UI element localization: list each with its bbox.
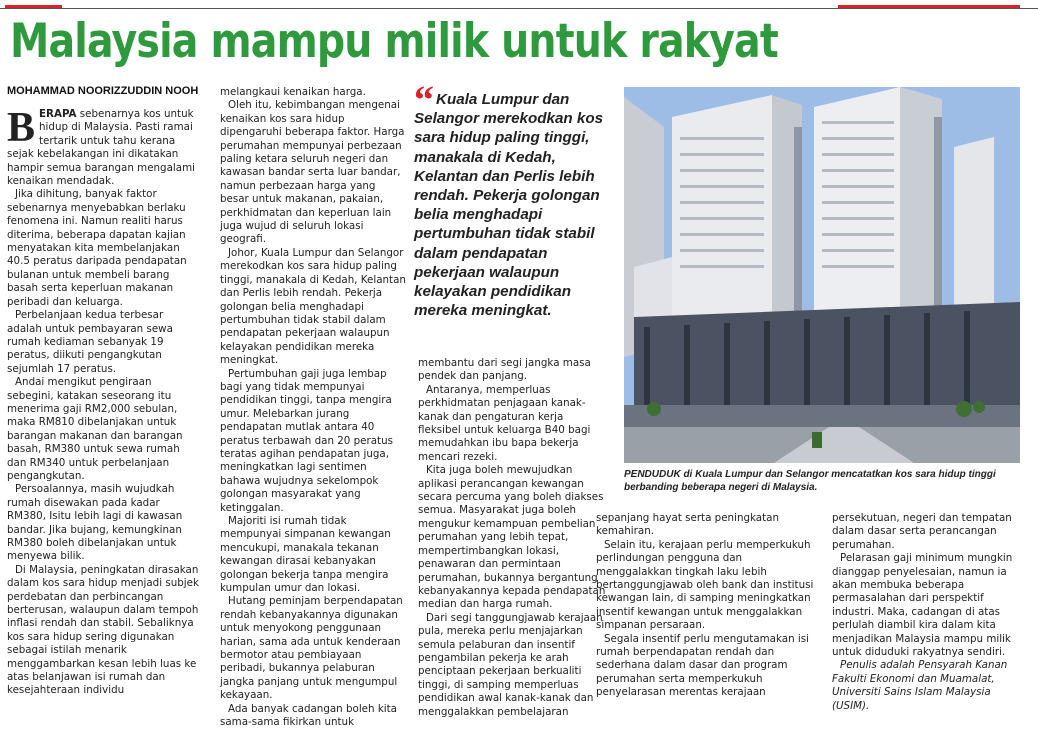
paragraph: Hutang peminjam berpendapatan rendah kebanyakannya digunakan untuk menyokong penggunaan harian, sama ada untuk kenderaan bermotor atau pembiayaan peribadi, bukannya pelaburan jangka panjang untuk mengumpul kekayaan. bbox=[220, 595, 403, 702]
paragraph: Oleh itu, kebimbangan mengenai kenaikan kos sara hidup dipengaruhi beberapa faktor. Harga perumahan mempunyai perbezaan paling ketara seluruh negeri dan kawasan bandar serta luar bandar, namun perbezaan harga yang besar untuk makanan, pakaian, perkhidmatan dan keperluan lain juga wujud di seluruh lokasi geografi. bbox=[220, 99, 405, 246]
author-note: Penulis adalah Pensyarah Kanan Fakulti Ekonomi dan Muamalat, Universiti Sains Islam Malaysia (USIM). bbox=[832, 659, 1008, 712]
paragraph: Di Malaysia, peningkatan dirasakan dalam kos sara hidup menjadi subjek perdebatan dan perbincangan berterusan, walaupun dalam tempoh inflasi rendah dan stabil. Sebaliknya kos sara hidup sering digunakan sebagai istilah menarik menggambarkan kesan lebih luas ke atas belanjawan isi rumah dan kesejahteraan individu bbox=[7, 563, 199, 697]
paragraph: Antaranya, memperluas perkhidmatan penjagaan kanak-kanak dan pengaturan kerja fleksibel untuk keluarga B40 bagi memudahkan ibu bapa bekerja mencari rezeki. bbox=[418, 383, 591, 463]
apartment-towers-image bbox=[624, 87, 1020, 463]
headline: Malaysia mampu milik untuk rakyat bbox=[10, 14, 778, 69]
lead-text: sebenarnya kos untuk hidup di Malaysia. Pasti ramai tertarik untuk tahu kerana sejak kebelakangan ini dikatakan hampir semua barangan mengalami kenaikan mendadak. bbox=[7, 108, 195, 188]
paragraph: Kita juga boleh mewujudkan aplikasi perancangan kewangan secara percuma yang boleh diakses semua. Masyarakat juga boleh mengukur kemampuan pembelian perumahan yang lebih tepat, mempertimbangkan lokasi, penawaran dan permintaan perumahan, bukannya bergantung kebanyakannya kepada pendapatan median dan harga rumah. bbox=[418, 464, 606, 611]
lead-word: ERAPA bbox=[39, 108, 77, 120]
byline: MOHAMMAD NOORIZZUDDIN NOOH bbox=[7, 85, 199, 97]
paragraph: Segala insentif perlu mengutamakan isi rumah berpendapatan rendah dan sederhana dalam dasar dan program perumahan serta memperkukuh penyelarasan merentas kerajaan bbox=[596, 632, 809, 699]
photo-caption: PENDUDUK di Kuala Lumpur dan Selangor mencatatkan kos sara hidup tinggi berbanding beberapa negeri di Malaysia. bbox=[624, 469, 996, 493]
paragraph: Ada banyak cadangan boleh kita sama-sama fikirkan untuk bbox=[220, 702, 397, 729]
column-5 bbox=[832, 512, 1024, 713]
paragraph: Pertumbuhan gaji juga lembap bagi yang tidak mempunyai pendidikan tinggi, tanpa mengira umur. Melebarkan jurang pendapatan mutlak antara 40 peratus terbawah dan 20 peratus teratas agihan pendapatan juga, meningkatkan lagi sentimen bahawa wujudnya sekelompok golongan masyarakat yang ketinggalan. bbox=[220, 367, 393, 514]
paragraph: Johor, Kuala Lumpur dan Selangor merekodkan kos sara hidup paling tinggi, manakala di Kedah, Kelantan dan Perlis lebih rendah. Pekerja golongan belia menghadapi pertumbuhan tidak stabil dalam pendapatan pekerjaan walaupun kelayakan pendidikan mereka meningkat. bbox=[220, 246, 406, 367]
paragraph: Majoriti isi rumah tidak mempunyai simpanan kewangan mencukupi, manakala tekanan kewangan dirasai kebanyakan golongan bekerja tanpa mengira kumpulan umur dan lokasi. bbox=[220, 515, 391, 595]
paragraph: persekutuan, negeri dan tempatan dalam dasar serta perancangan perumahan. bbox=[832, 512, 1012, 551]
pull-quote-text: Kuala Lumpur dan Selangor merekodkan kos sara hidup paling tinggi, manakala di Kedah, Kelantan dan Perlis lebih rendah. Pekerja golongan belia menghadapi pertumbuhan tidak stabil dalam pendapatan pekerjaan walaupun kelayakan pendidikan mereka meningkat. bbox=[414, 91, 604, 320]
paragraph: Dari segi tanggungjawab kerajaan pula, mereka perlu menjajarkan semula pelaburan dan insentif pengambilan pekerja ke arah penciptaan pekerjaan berkualiti tinggi, di samping memperluas pendidikan awal kanak-kanak dan menggalakkan pembelajaran bbox=[418, 611, 603, 718]
pull-quote bbox=[414, 77, 606, 320]
paragraph: Andai mengikut pengiraan sebegini, katakan seseorang itu menerima gaji RM2,000 sebulan, maka RM810 dibelanjakan untuk barangan makanan dan barangan basah, RM380 untuk sewa rumah dan RM340 untuk perbelanjaan pengangkutan. bbox=[7, 376, 183, 482]
top-rule bbox=[0, 8, 1038, 9]
paragraph: Jika dihitung, banyak faktor sebenarnya menyebabkan berlaku fenomena ini. Namun realiti harus diterima, beberapa dapatan kajian menyatakan kita membelanjakan 40.5 peratus daripada pendapatan bulanan untuk membeli barang basah serta keperluan makanan peribadi dan keluarga. bbox=[7, 188, 187, 308]
column-3 bbox=[418, 357, 608, 719]
column-2 bbox=[220, 86, 406, 730]
paragraph: membantu dari segi jangka masa pendek dan panjang. bbox=[418, 357, 591, 383]
paragraph: melangkaui kenaikan harga. bbox=[220, 86, 366, 98]
paragraph: Selain itu, kerajaan perlu memperkukuh perlindungan pengguna dan menggalakkan tingkah laku lebih bertanggungjawab oleh bank dan institusi kewangan lain, di samping meningkatkan insentif kewangan untuk menggalakkan simpanan persaraan. bbox=[596, 538, 814, 632]
building-photo bbox=[624, 87, 1020, 463]
column-4 bbox=[596, 512, 818, 700]
paragraph: Perbelanjaan kedua terbesar adalah untuk pembayaran sewa rumah kediaman sebanyak 19 peratus, diikuti pengangkutan sejumlah 17 peratus. bbox=[7, 309, 173, 375]
drop-cap: B bbox=[7, 105, 36, 151]
lead-paragraph bbox=[7, 105, 200, 188]
paragraph: sepanjang hayat serta peningkatan kemahiran. bbox=[596, 512, 779, 538]
column-1 bbox=[7, 85, 200, 698]
quote-mark-icon: “ bbox=[414, 77, 434, 122]
paragraph: Pelarasan gaji minimum mungkin dianggap penyelesaian, namun ia akan membuka beberapa permasalahan dari perspektif industri. Maka, cadangan di atas perlulah diambil kira dalam kita menjadikan Malaysia mampu milik untuk diduduki rakyatnya sendiri. bbox=[832, 552, 1013, 659]
paragraph: Persoalannya, masih wujudkah rumah disewakan pada kadar RM380, Isitu lebih lagi di kawasan bandar. Jika bujang, kemungkinan RM380 boleh dibelanjakan untuk menyewa bilik. bbox=[7, 483, 183, 563]
